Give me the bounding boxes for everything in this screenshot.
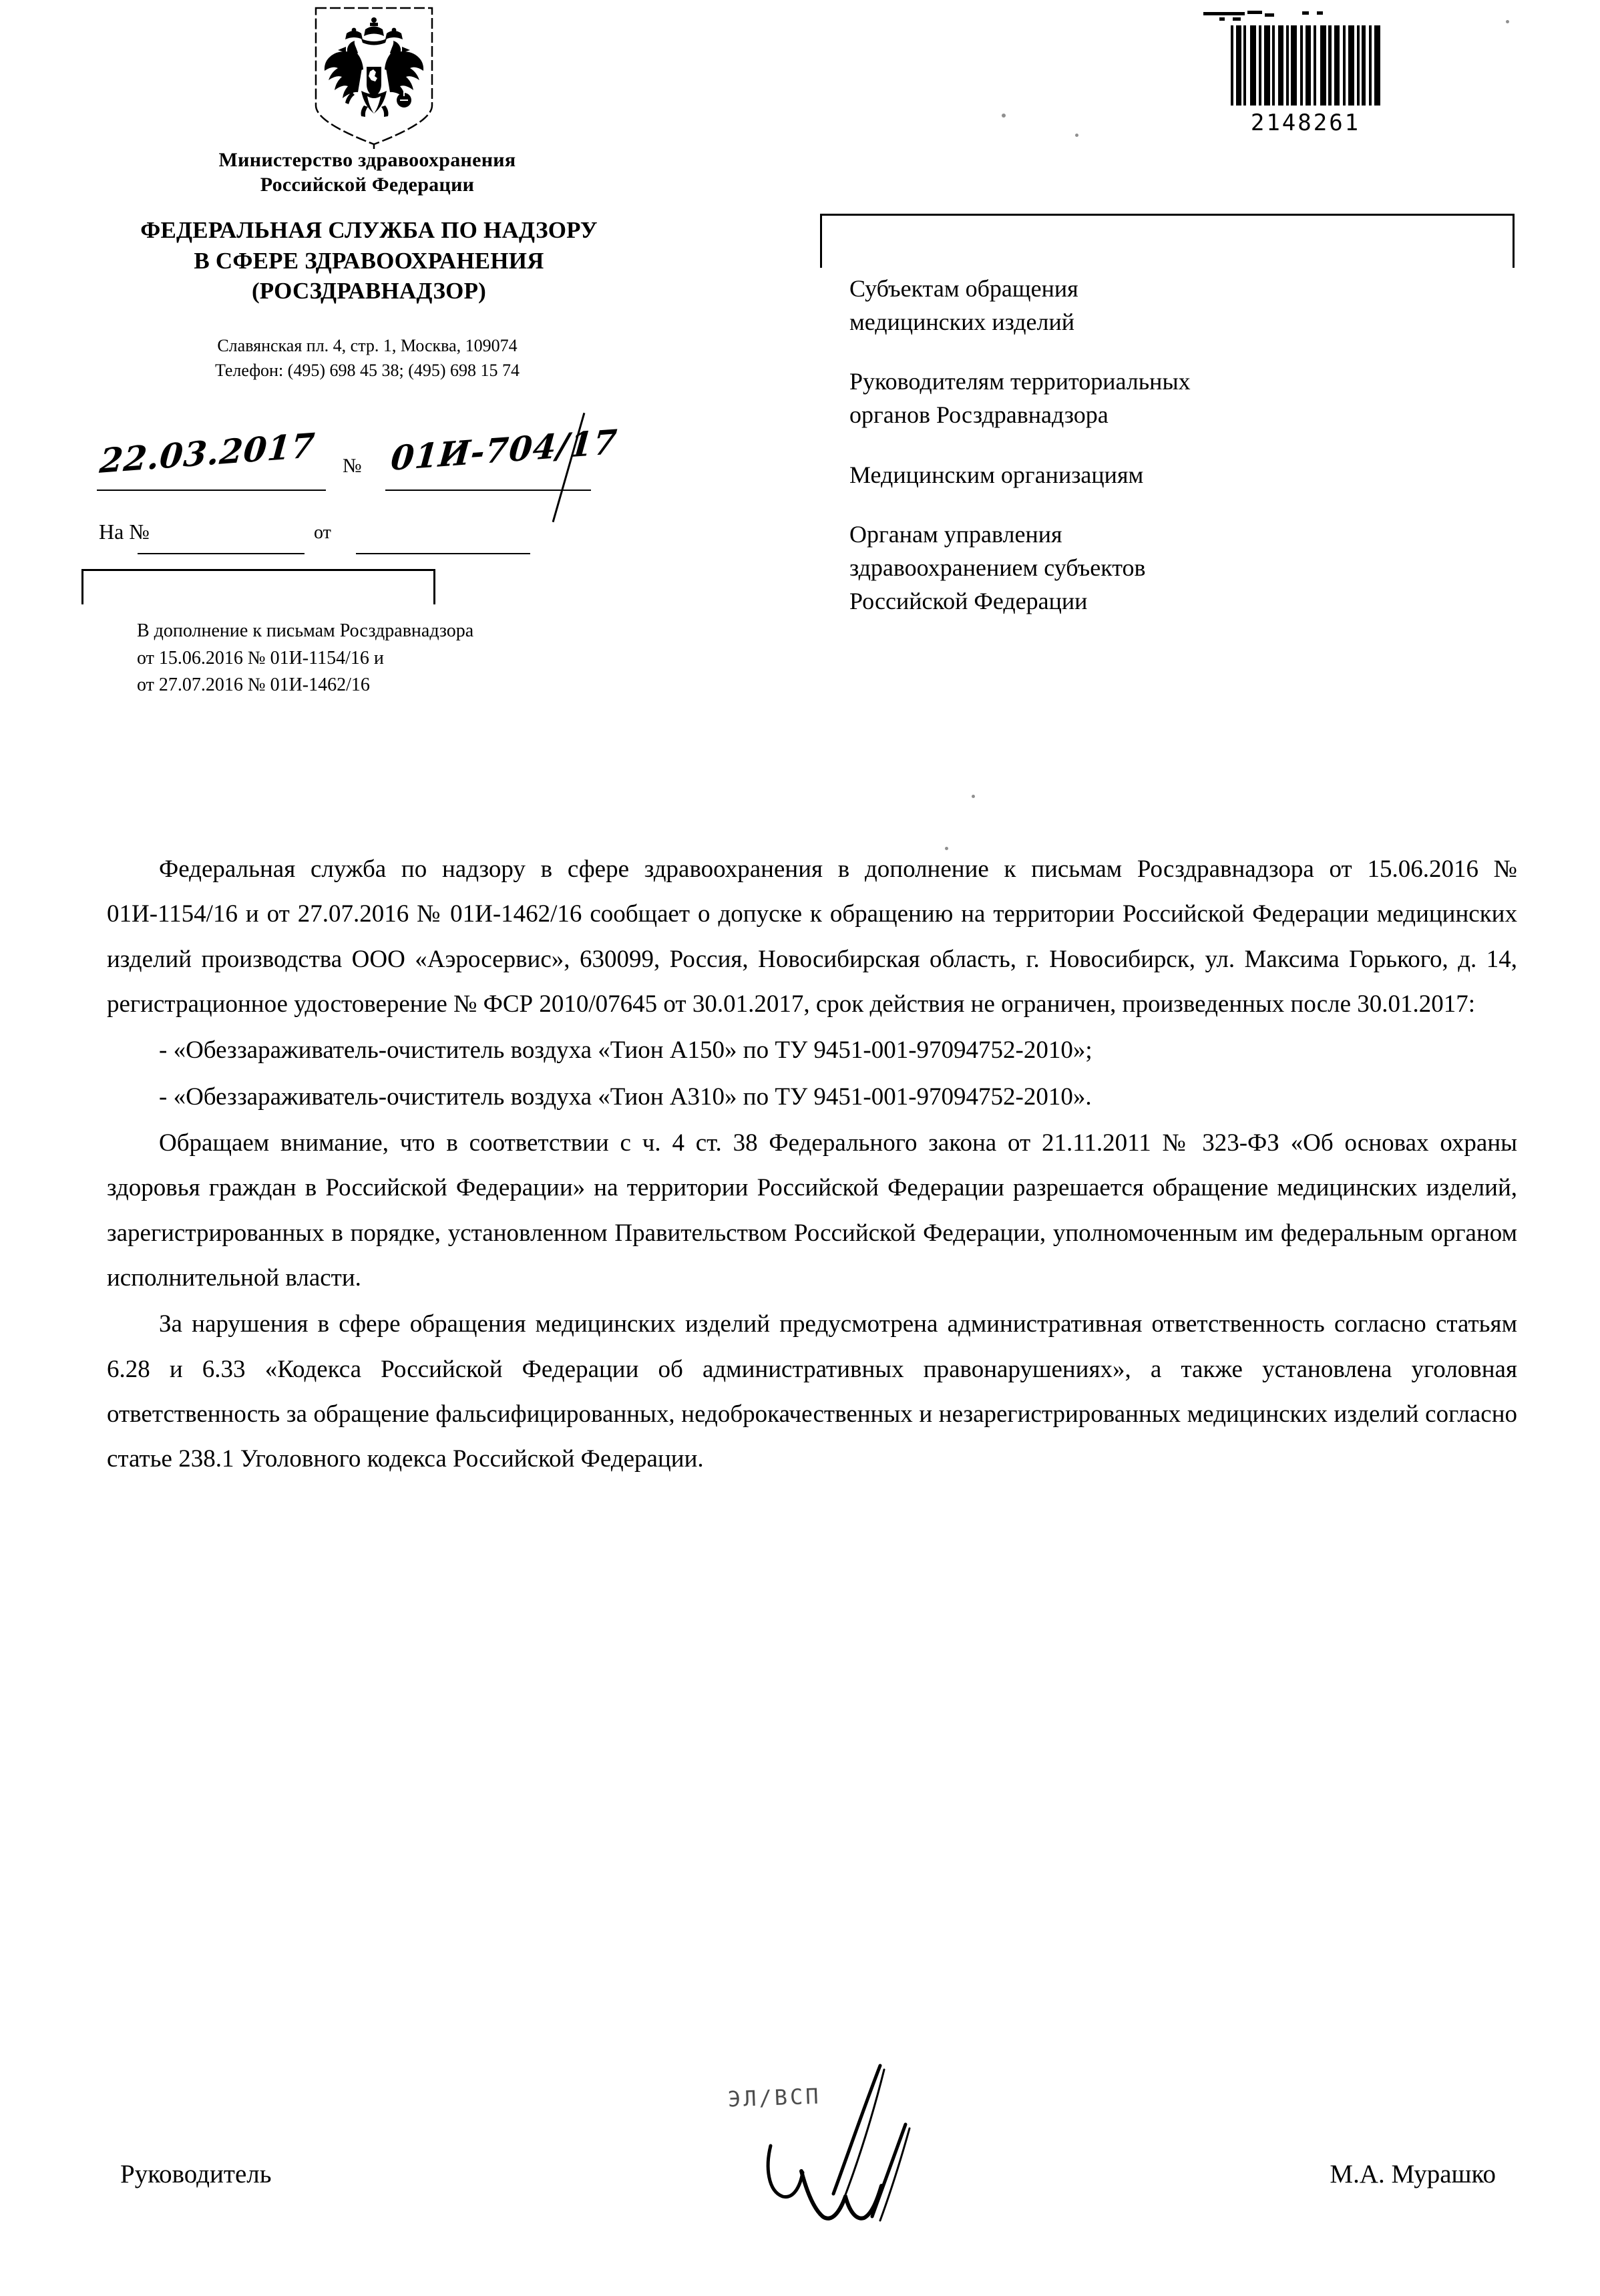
ministry-line-2: Российской Федерации — [260, 173, 475, 196]
reply-number-rule — [138, 553, 305, 554]
signature-overlay-stamp: ЭЛ/ВСП — [727, 2083, 822, 2112]
letterhead-contacts — [67, 334, 668, 383]
body-list-item-1: - «Обеззараживатель-очиститель воздуха «Тион А150» по ТУ 9451-001-97094752-2010»; — [159, 1036, 1092, 1065]
reply-reference-line — [99, 520, 700, 560]
reference-line-1: В дополнение к письмам Росздравнадзора — [137, 620, 474, 641]
reference-line-3: от 27.07.2016 № 01И-1462/16 — [137, 675, 370, 696]
service-name — [53, 215, 684, 307]
addressee-item — [849, 518, 1551, 618]
service-line-1: ФЕДЕРАЛЬНАЯ СЛУЖБА ПО НАДЗОРУ — [140, 217, 598, 243]
service-line-3: (РОСЗДРАВНАДЗОР) — [251, 278, 487, 304]
body-paragraph-2: Обращаем внимание, что в соответствии с ч. 4 ст. 38 Федерального закона от 21.11.2011 № 323-ФЗ «Об основах охраны здоровья граждан в Российской Федерации» на территории Российской Федерации разрешается обращение медицинских изделий, зарегистрированных в порядке, установленном Правительством Российской Федерации, уполномоченным им федеральным органом исполнительной власти. — [107, 1129, 1517, 1292]
barcode-area — [1195, 5, 1416, 136]
russian-coat-of-arms-icon — [304, 5, 444, 149]
addressee-2-line-2: органов Росздравнадзора — [849, 401, 1109, 429]
scan-speck — [945, 847, 948, 850]
reference-line-2: от 15.06.2016 № 01И-1154/16 и — [137, 647, 384, 668]
addressee-list — [849, 272, 1551, 618]
phone-numbers: Телефон: (495) 698 45 38; (495) 698 15 74 — [214, 360, 520, 380]
scan-artifact-marks — [1195, 5, 1416, 23]
addressee-4-line-2: здравоохранением субъектов — [849, 554, 1146, 582]
postal-address: Славянская пл. 4, стр. 1, Москва, 109074 — [217, 336, 518, 355]
addressee-item — [849, 272, 1551, 339]
handwritten-signature — [721, 2060, 1002, 2261]
body-paragraph-3: За нарушения в сфере обращения медицинских изделий предусмотрена административная ответственность согласно статьям 6.28 и 6.33 «Кодекса Российской Федерации об административных правонарушениях», а также установлена уголовная ответственность за обращение фальсифицированных, недоброкачественных и незарегистрированных медицинских изделий согласно статье 238.1 Уголовного кодекса Российской Федерации. — [107, 1310, 1517, 1473]
addressee-4-line-1: Органам управления — [849, 521, 1062, 548]
addressee-2-line-1: Руководителям территориальных — [849, 368, 1191, 395]
signatory-title: Руководитель — [120, 2160, 272, 2188]
body-paragraph-1: Федеральная служба по надзору в сфере здравоохранения в дополнение к письмам Росздравнадзора от 15.06.2016 № 01И-1154/16 и от 27.07.2016 № 01И-1462/16 сообщает о допуске к обращению на территории Российской Федерации медицинских изделий производства ООО «Аэросервис», 630099, Россия, Новосибирская область, г. Новосибирск, ул. Максима Горького, д. 14, регистрационное удостоверение № ФСР 2010/07645 от 30.01.2017, срок действия не ограничен, произведенных после 30.01.2017: — [107, 855, 1517, 1018]
body-list-item-2: - «Обеззараживатель-очиститель воздуха «Тион А310» по ТУ 9451-001-97094752-2010». — [159, 1083, 1092, 1111]
signature-row — [120, 2147, 1496, 2227]
ministry-line-1: Министерство здравоохранения — [218, 149, 516, 171]
letter-body — [107, 847, 1517, 1483]
addressee-1-line-1: Субъектам обращения — [849, 275, 1078, 302]
scan-speck — [1506, 20, 1509, 23]
scan-speck — [1075, 134, 1078, 137]
reply-date-rule — [356, 553, 530, 554]
barcode-bars — [1195, 25, 1416, 106]
scan-speck — [1002, 114, 1006, 118]
reply-date-label: от — [314, 522, 331, 543]
addressee-item — [849, 459, 1551, 492]
addressee-4-line-3: Российской Федерации — [849, 587, 1088, 614]
registration-date-handwritten: 22.03.2017 — [98, 425, 317, 481]
barcode-number: 2148261 — [1250, 110, 1361, 136]
signatory-name: М.А. Мурашко — [1330, 2160, 1496, 2188]
registration-date-rule — [97, 490, 326, 491]
addressee-3-line-1: Медицинским организациям — [849, 461, 1144, 488]
registration-number-handwritten: 01И-704/17 — [389, 421, 619, 478]
addressee-bracket — [820, 214, 1515, 268]
reference-block — [137, 618, 564, 699]
number-sign: № — [343, 455, 362, 477]
scan-speck — [972, 795, 975, 798]
registration-line — [97, 421, 684, 514]
ministry-name — [67, 148, 668, 197]
service-line-2: В СФЕРЕ ЗДРАВООХРАНЕНИЯ — [194, 247, 544, 274]
reply-to-label: На № — [99, 520, 150, 544]
reference-bracket — [81, 569, 435, 604]
addressee-item — [849, 365, 1551, 431]
addressee-1-line-2: медицинских изделий — [849, 308, 1075, 335]
